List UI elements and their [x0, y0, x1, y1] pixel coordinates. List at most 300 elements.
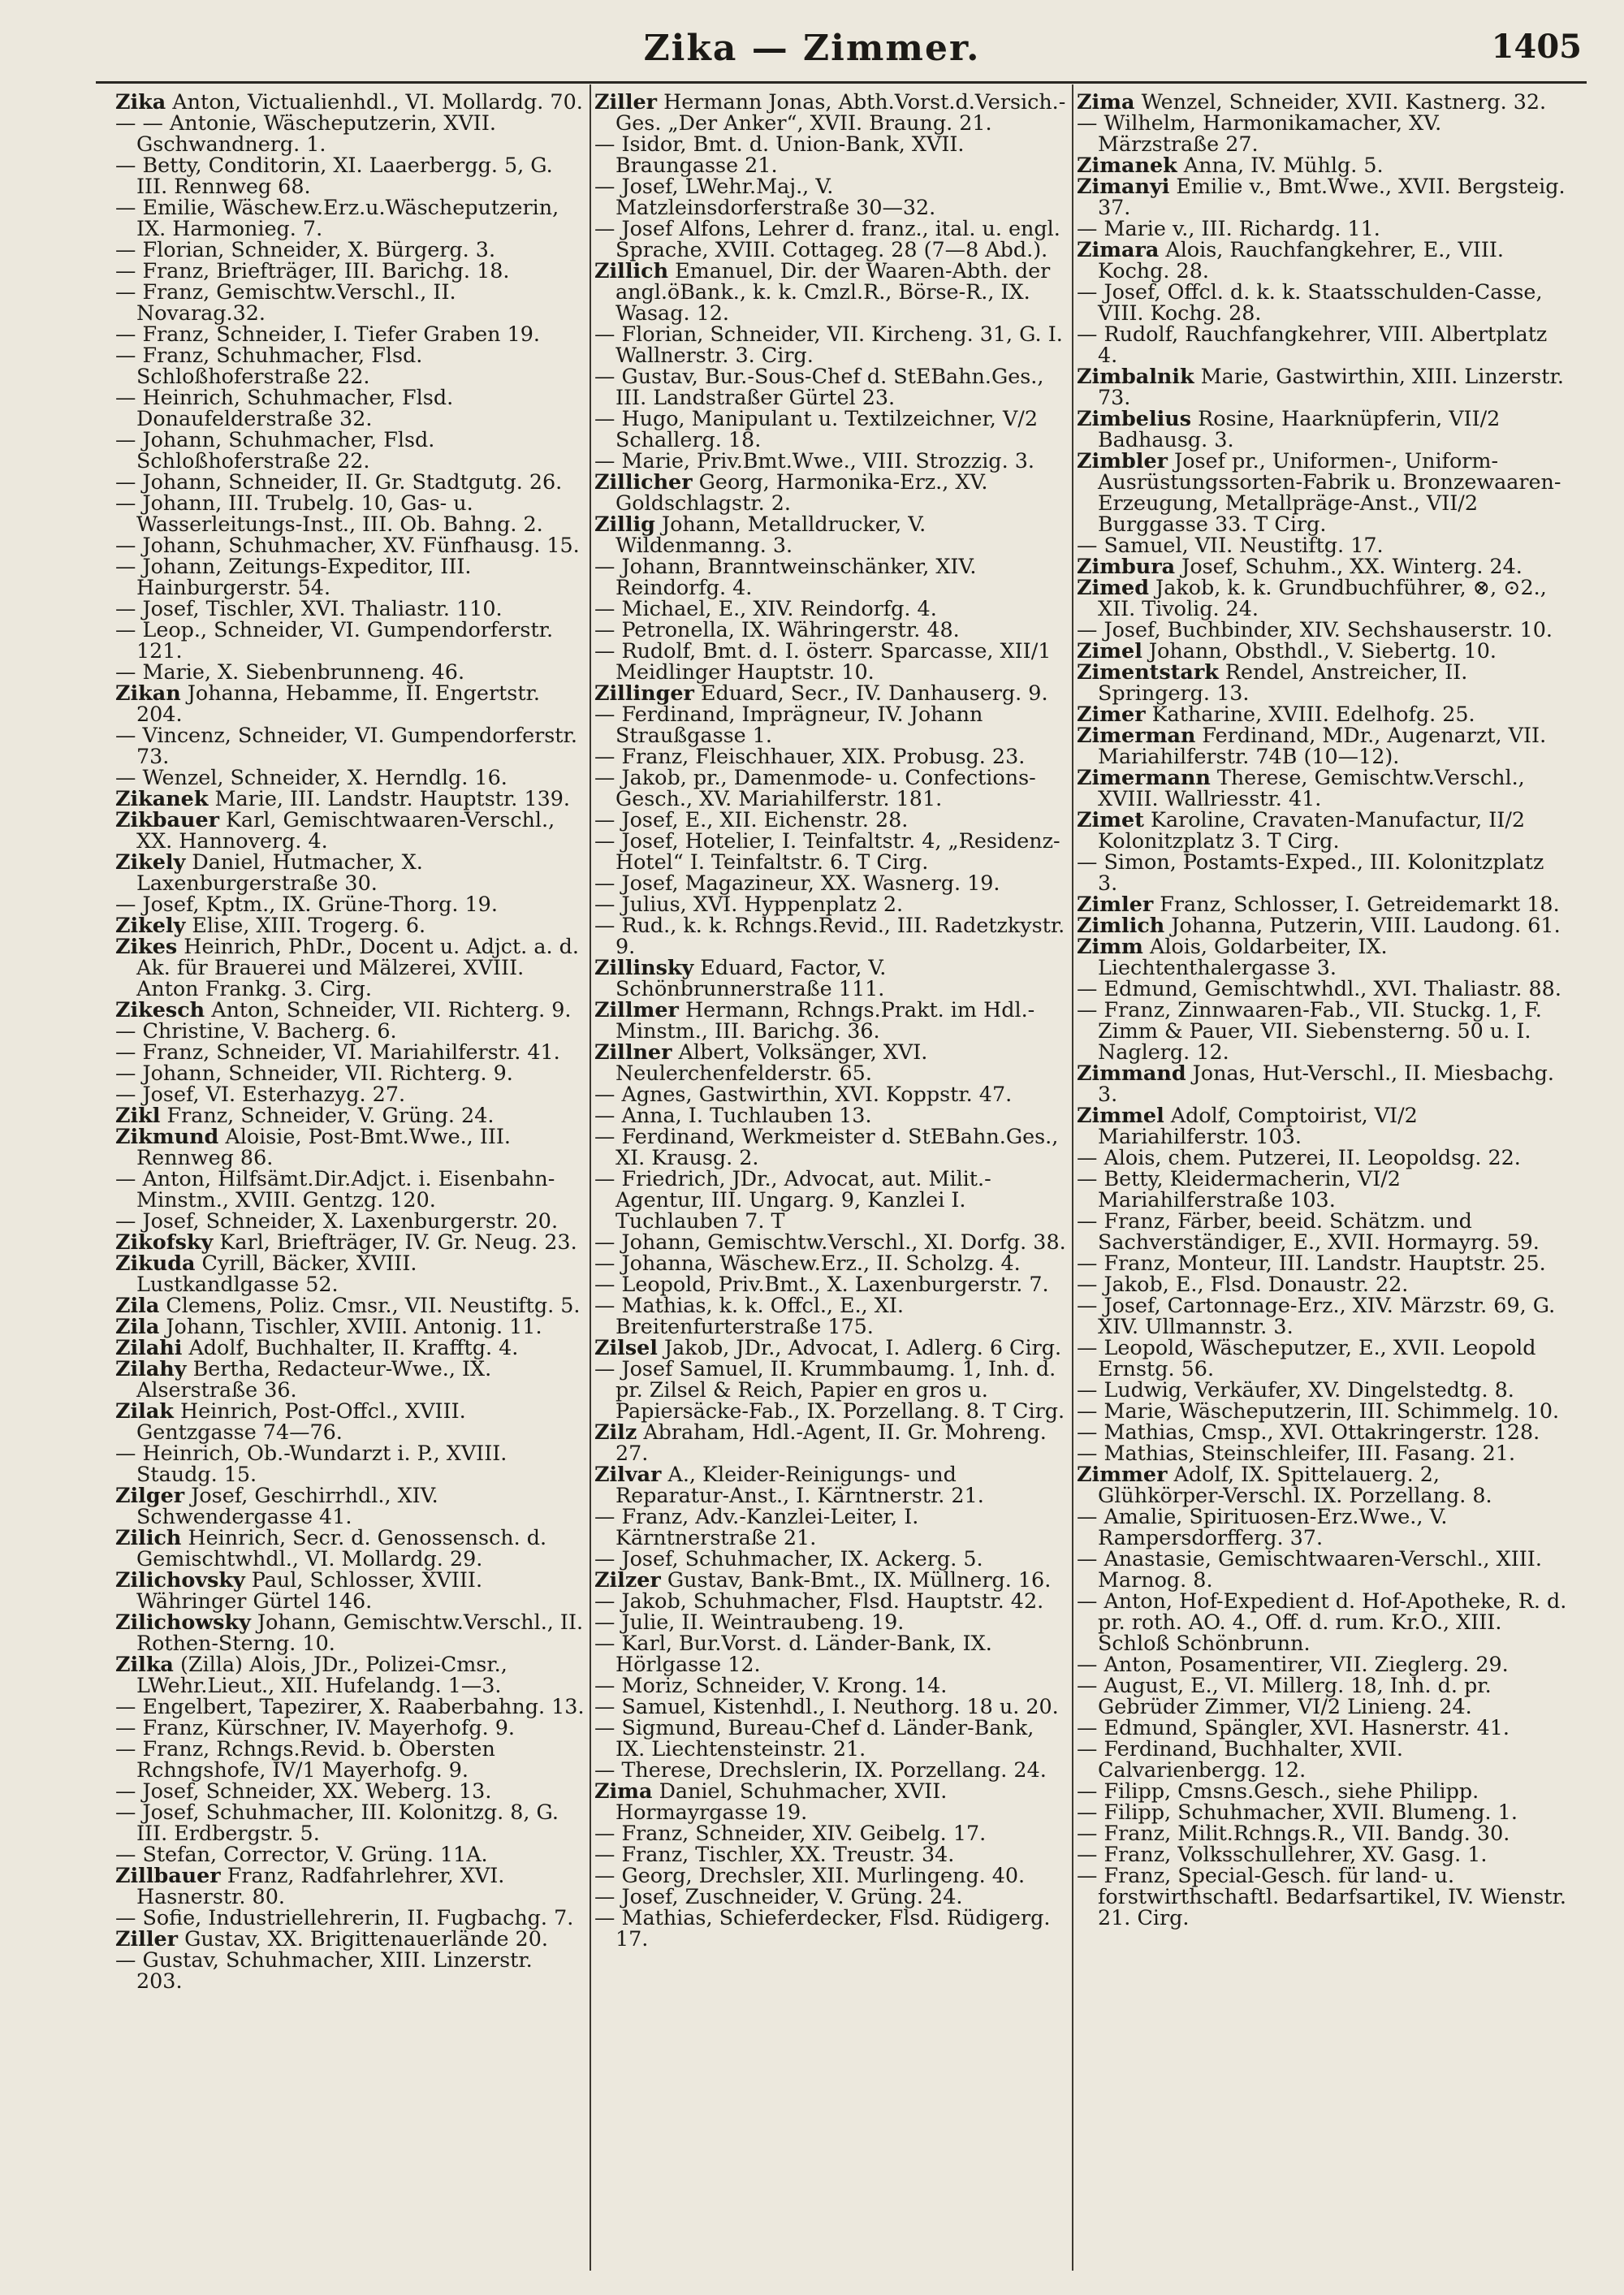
- directory-entry: [115, 661, 585, 682]
- entry-text: Heinrich, PhDr., Docent u. Adjct. a. d. Ak. für Brauerei und Mälzerei, XVIII. Anton Frankg. 3. Cirg.: [136, 934, 579, 1001]
- entry-name: Zimbalnik: [1077, 364, 1194, 388]
- directory-entry: [1077, 112, 1567, 154]
- entry-text: Alois, Rauchfangkehrer, E., VIII. Kochg. 28.: [1098, 237, 1505, 283]
- directory-entry: [115, 851, 585, 893]
- entry-text: Josef, Kptm., IX. Grüne-Thorg. 19.: [136, 892, 498, 916]
- entry-name: —: [594, 596, 615, 620]
- directory-entry: [1077, 1463, 1567, 1506]
- entry-text: Johann, Schuhmacher, XV. Fünfhausg. 15.: [136, 533, 580, 557]
- directory-entry: [594, 1421, 1069, 1463]
- entry-name: Zillinsky: [594, 955, 694, 979]
- directory-entry: [594, 999, 1069, 1041]
- entry-text: Wenzel, Schneider, XVII. Kastnerg. 32.: [1134, 91, 1547, 114]
- entry-name: —: [115, 1905, 136, 1930]
- entry-text: Georg, Drechsler, XII. Murlingeng. 40.: [615, 1863, 1026, 1887]
- entry-name: Zimed: [1077, 575, 1149, 599]
- entry-name: —: [594, 871, 615, 895]
- entry-text: Ferdinand, MDr., Augenarzt, VII. Mariahilferstr. 74B (10—12).: [1098, 723, 1547, 768]
- entry-text: Johann, Gemischtw.Verschl., XI. Dorfg. 38.: [615, 1230, 1066, 1254]
- entry-name: Zimara: [1077, 237, 1160, 261]
- directory-entry: [594, 830, 1069, 872]
- directory-entry: [1077, 936, 1567, 978]
- entry-text: Leop., Schneider, VI. Gumpendorferstr. 121.: [136, 617, 554, 663]
- directory-entry: [1077, 1104, 1567, 1147]
- entry-name: —: [115, 659, 136, 684]
- directory-entry: [1077, 1273, 1567, 1294]
- directory-entry: [1077, 999, 1567, 1062]
- entry-text: Heinrich, Ob.-Wundarzt i. P., XVIII. Staudg. 15.: [136, 1441, 508, 1486]
- entry-text: Leopold, Wäscheputzer, E., XVII. Leopold Ernstg. 56.: [1097, 1335, 1536, 1381]
- directory-entry: [115, 914, 585, 936]
- entry-name: —: [594, 702, 615, 726]
- directory-entry: [115, 1907, 585, 1928]
- directory-entry: [115, 323, 585, 344]
- directory-entry: [115, 1780, 585, 1801]
- entry-name: —: [594, 1546, 615, 1571]
- entry-text: Franz, Milit.Rchngs.R., VII. Bandg. 30.: [1097, 1821, 1510, 1845]
- directory-entry: [115, 1696, 585, 1717]
- directory-entry: [594, 893, 1069, 914]
- entry-text: Isidor, Bmt. d. Union-Bank, XVII. Braungasse 21.: [615, 132, 965, 177]
- entry-text: Betty, Conditorin, XI. Laaerbergg. 5, G. III. Rennweg 68.: [136, 153, 553, 198]
- directory-entry: [115, 1949, 585, 1991]
- entry-text: Mathias, Cmsp., XVI. Ottakringerstr. 128.: [1097, 1420, 1540, 1444]
- entry-name: Zillicher: [594, 469, 693, 494]
- directory-entry: [115, 809, 585, 851]
- entry-name: —: [594, 1842, 615, 1866]
- entry-text: Heinrich, Schuhmacher, Flsd. Donaufelderstraße 32.: [136, 385, 454, 430]
- page-title: Zika — Zimmer.: [643, 28, 981, 69]
- directory-entry: [1077, 703, 1567, 724]
- entry-name: —: [594, 1504, 615, 1528]
- directory-entry: [1077, 1337, 1567, 1379]
- entry-name: Zikesch: [115, 997, 205, 1022]
- entry-text: Ludwig, Verkäufer, XV. Dingelstedtg. 8.: [1097, 1377, 1514, 1402]
- entry-name: Zimermann: [1077, 765, 1211, 789]
- directory-entry: [594, 809, 1069, 830]
- entry-name: —: [115, 1082, 136, 1106]
- directory-entry: [115, 767, 585, 788]
- directory-entry: [594, 1231, 1069, 1252]
- directory-entry: [1077, 851, 1567, 893]
- directory-entry: [594, 1083, 1069, 1104]
- directory-entry: [1077, 281, 1567, 323]
- entry-text: Bertha, Redacteur-Wwe., IX. Alserstraße 36.: [136, 1356, 492, 1402]
- entry-text: Josef, Schneider, XX. Weberg. 13.: [136, 1779, 492, 1803]
- entry-text: Josef, E., XII. Eichenstr. 28.: [615, 807, 909, 832]
- entry-text: Johann, Schneider, II. Gr. Stadtgutg. 26.: [136, 469, 563, 494]
- entry-text: Anton, Schneider, VII. Richterg. 9.: [205, 997, 572, 1022]
- entry-name: Zima: [594, 1779, 653, 1803]
- entry-text: Mathias, Steinschleifer, III. Fasang. 21.: [1097, 1441, 1516, 1465]
- entry-name: —: [115, 596, 136, 620]
- entry-text: Jonas, Hut-Verschl., II. Miesbachg. 3.: [1098, 1061, 1554, 1106]
- directory-entry: [1077, 1653, 1567, 1675]
- entry-name: —: [1077, 1588, 1098, 1613]
- entry-name: Zimanyi: [1077, 174, 1170, 198]
- entry-text: Emilie, Wäschew.Erz.u.Wäscheputzerin, IX. Harmonieg. 7.: [136, 195, 559, 240]
- entry-text: Agnes, Gastwirthin, XVI. Koppstr. 47.: [615, 1082, 1013, 1106]
- entry-name: —: [1077, 1398, 1098, 1423]
- entry-text: Alois, chem. Putzerei, II. Leopoldsg. 22.: [1097, 1145, 1521, 1169]
- directory-entry: [594, 91, 1069, 133]
- directory-entry: [1077, 914, 1567, 936]
- entry-name: —: [594, 807, 615, 832]
- entry-text: Filipp, Schuhmacher, XVII. Blumeng. 1.: [1097, 1800, 1518, 1824]
- entry-text: Josef, Schuhm., XX. Winterg. 24.: [1175, 554, 1522, 578]
- entry-name: Zikmund: [115, 1124, 219, 1148]
- entry-text: Franz, Färber, beeid. Schätzm. und Sachverständiger, E., XVII. Hormayrg. 59.: [1097, 1208, 1540, 1254]
- entry-name: Zikely: [115, 913, 186, 937]
- entry-name: —: [115, 1842, 136, 1866]
- entry-name: Ziller: [594, 91, 658, 114]
- directory-entry: [115, 429, 585, 471]
- directory-entry: [594, 1632, 1069, 1675]
- directory-entry: [594, 323, 1069, 365]
- directory-entry: [115, 344, 585, 387]
- directory-entry: [594, 1759, 1069, 1780]
- entry-name: —: [115, 1039, 136, 1064]
- entry-text: Samuel, Kistenhdl., I. Neuthorg. 18 u. 20.: [615, 1694, 1059, 1718]
- entry-name: Zikely: [115, 849, 186, 874]
- entry-text: Christine, V. Bacherg. 6.: [136, 1018, 397, 1043]
- entry-name: Zimbler: [1077, 448, 1168, 473]
- entry-name: —: [115, 343, 136, 367]
- entry-text: Daniel, Schuhmacher, XVII. Hormayrgasse 19.: [615, 1779, 948, 1824]
- directory-entry: [594, 1252, 1069, 1273]
- entry-text: Edmund, Spängler, XVI. Hasnerstr. 41.: [1097, 1715, 1510, 1740]
- entry-name: —: [594, 1124, 615, 1148]
- directory-entry: [1077, 1294, 1567, 1337]
- directory-entry: [1077, 1168, 1567, 1210]
- directory-entry: [115, 534, 585, 555]
- directory-entry: [594, 872, 1069, 893]
- entry-text: Rendel, Anstreicher, II. Springerg. 13.: [1098, 659, 1468, 705]
- directory-entry: [115, 936, 585, 999]
- entry-name: —: [1077, 322, 1098, 346]
- entry-name: —: [1077, 617, 1098, 642]
- entry-text: Gustav, Bur.-Sous-Chef d. StEBahn.Ges., III. Landstraßer Gürtel 23.: [615, 364, 1044, 409]
- directory-entry: [115, 1611, 585, 1653]
- entry-text: Karl, Briefträger, IV. Gr. Neug. 23.: [213, 1230, 577, 1254]
- directory-entry: [594, 1675, 1069, 1696]
- entry-name: —: [1077, 849, 1098, 874]
- entry-text: (Zilla) Alois, JDr., Polizei-Cmsr., LWehr.Lieut., XII. Hufelandg. 1—3.: [136, 1652, 508, 1697]
- entry-name: —: [115, 1208, 136, 1233]
- directory-entry: [115, 1738, 585, 1780]
- page-number: 1405: [1491, 28, 1582, 66]
- entry-name: —: [1077, 1441, 1098, 1465]
- directory-entry: [115, 1653, 585, 1696]
- entry-text: Jakob, E., Flsd. Donaustr. 22.: [1097, 1272, 1409, 1296]
- entry-name: —: [115, 258, 136, 283]
- entry-text: Eduard, Factor, V. Schönbrunnerstraße 111.: [615, 955, 887, 1001]
- entry-text: Rudolf, Rauchfangkehrer, VIII. Albertplatz 4.: [1097, 322, 1548, 367]
- directory-entry: [1077, 893, 1567, 914]
- entry-text: Gustav, XX. Brigittenauerlände 20.: [178, 1926, 548, 1951]
- entry-text: Franz, Rchngs.Revid. b. Obersten Rchngshofe, IV/1 Mayerhofg. 9.: [136, 1736, 495, 1782]
- directory-entry: [115, 1801, 585, 1843]
- entry-name: Zikuda: [115, 1251, 196, 1275]
- entry-name: Zilichovsky: [115, 1567, 245, 1592]
- entry-name: Zilichowsky: [115, 1610, 251, 1634]
- entry-name: —: [594, 1905, 615, 1930]
- entry-text: Josef pr., Uniformen-, Uniform-Ausrüstungssorten-Fabrik u. Bronzewaaren-Erzeugung, Metallpräge-Anst., VII/2 Burggasse 33. T Cirg.: [1098, 448, 1561, 536]
- directory-entry: [594, 1104, 1069, 1126]
- entry-text: Clemens, Poliz. Cmsr., VII. Neustiftg. 5.: [159, 1293, 581, 1317]
- entry-name: —: [1077, 1800, 1098, 1824]
- directory-entry: [594, 513, 1069, 555]
- directory-entry: [1077, 1506, 1567, 1548]
- directory-entry: [594, 1865, 1069, 1886]
- entry-name: —: [1077, 1145, 1098, 1169]
- directory-entry: [1077, 1548, 1567, 1590]
- directory-entry: [594, 1041, 1069, 1083]
- directory-entry: [594, 914, 1069, 957]
- entry-text: Franz, Adv.-Kanzlei-Leiter, I. Kärntnerstraße 21.: [615, 1504, 919, 1549]
- entry-name: Zimmel: [1077, 1103, 1164, 1127]
- entry-text: Wilhelm, Harmonikamacher, XV. Märzstraße 27.: [1097, 110, 1442, 156]
- directory-entry: [115, 154, 585, 197]
- directory-entry: [1077, 239, 1567, 281]
- entry-text: Franz, Zinnwaaren-Fab., VII. Stuckg. 1, F. Zimm & Pauer, VII. Siebensterng. 50 u. I. Naglerg. 12.: [1097, 997, 1542, 1064]
- entry-name: —: [594, 1884, 615, 1908]
- entry-text: Abraham, Hdl.-Agent, II. Gr. Mohreng. 27.: [615, 1420, 1047, 1465]
- entry-text: Jakob, k. k. Grundbuchführer, ⊗, ⊙2., XII. Tivolig. 24.: [1098, 575, 1547, 620]
- directory-entry: [1077, 1738, 1567, 1780]
- entry-text: Aloisie, Post-Bmt.Wwe., III. Rennweg 86.: [136, 1124, 511, 1169]
- entry-name: —: [1077, 1863, 1098, 1887]
- entry-text: Amalie, Spirituosen-Erz.Wwe., V. Rampersdorfferg. 37.: [1097, 1504, 1448, 1549]
- entry-name: Zimel: [1077, 638, 1142, 663]
- entry-name: —: [115, 892, 136, 916]
- directory-entry: [115, 1062, 585, 1083]
- entry-text: Mathias, Schieferdecker, Flsd. Rüdigerg. 17.: [615, 1905, 1051, 1951]
- directory-entry: [1077, 1400, 1567, 1421]
- entry-name: — —: [115, 110, 163, 135]
- directory-entry: [115, 112, 585, 154]
- entry-name: Zilz: [594, 1420, 637, 1444]
- entry-text: Sigmund, Bureau-Chef d. Länder-Bank, IX. Liechtensteinstr. 21.: [615, 1715, 1034, 1761]
- entry-text: Franz, Tischler, XX. Treustr. 34.: [615, 1842, 955, 1866]
- entry-name: —: [115, 1018, 136, 1043]
- entry-name: —: [1077, 1715, 1098, 1740]
- entry-name: —: [594, 448, 615, 473]
- entry-name: —: [594, 765, 615, 789]
- entry-text: Johann, Schuhmacher, Flsd. Schloßhoferstraße 22.: [136, 427, 435, 473]
- entry-name: —: [594, 1715, 615, 1740]
- directory-entry: [594, 365, 1069, 408]
- entry-text: Johann, Branntweinschänker, XIV. Reindorfg. 4.: [615, 554, 977, 599]
- entry-text: Josef, Hotelier, I. Teinfaltstr. 4, „Residenz-Hotel“ I. Teinfaltstr. 6. T Cirg.: [615, 828, 1060, 874]
- directory-entry: [115, 1337, 585, 1358]
- directory-entry: [1077, 978, 1567, 999]
- directory-entry: [1077, 724, 1567, 767]
- entry-name: —: [594, 1272, 615, 1296]
- entry-name: —: [1077, 1779, 1098, 1803]
- directory-entry: [115, 492, 585, 534]
- entry-text: Katharine, XVIII. Edelhofg. 25.: [1145, 702, 1475, 726]
- entry-name: —: [594, 216, 615, 240]
- directory-entry: [115, 1569, 585, 1611]
- entry-name: —: [1077, 216, 1098, 240]
- directory-entry: [115, 598, 585, 619]
- entry-text: Florian, Schneider, X. Bürgerg. 3.: [136, 237, 496, 261]
- entry-name: —: [594, 1863, 615, 1887]
- entry-name: —: [115, 617, 136, 642]
- entry-text: Josef, Cartonnage-Erz., XIV. Märzstr. 69, G. XIV. Ullmannstr. 3.: [1097, 1293, 1556, 1338]
- entry-name: Zimer: [1077, 702, 1146, 726]
- directory-entry: [115, 1865, 585, 1907]
- entry-name: —: [1077, 279, 1098, 304]
- entry-name: Zimbura: [1077, 554, 1176, 578]
- entry-text: Rud., k. k. Rchngs.Revid., III. Radetzkystr. 9.: [615, 913, 1065, 958]
- directory-entry: [115, 1316, 585, 1337]
- directory-entry: [115, 1843, 585, 1865]
- entry-text: August, E., VI. Millerg. 18, Inh. d. pr. Gebrüder Zimmer, VI/2 Linieng. 24.: [1097, 1673, 1492, 1718]
- entry-text: Leopold, Priv.Bmt., X. Laxenburgerstr. 7.: [615, 1272, 1049, 1296]
- entry-text: Jakob, JDr., Advocat, I. Adlerg. 6 Cirg.: [657, 1335, 1062, 1359]
- entry-text: Anton, Posamentirer, VII. Zieglerg. 29.: [1097, 1652, 1509, 1676]
- entry-text: Marie, Priv.Bmt.Wwe., VIII. Strozzig. 3.: [615, 448, 1034, 473]
- directory-entry: [594, 598, 1069, 619]
- entry-text: Adolf, Buchhalter, II. Krafftg. 4.: [182, 1335, 519, 1359]
- entry-text: Anna, IV. Mühlg. 5.: [1177, 153, 1384, 177]
- entry-text: Johann, Zeitungs-Expeditor, III. Hainburgerstr. 54.: [136, 554, 472, 599]
- entry-text: Florian, Schneider, VII. Kircheng. 31, G. I. Wallnerstr. 3. Cirg.: [615, 322, 1063, 367]
- entry-name: —: [594, 638, 615, 663]
- entry-name: Zimentstark: [1077, 659, 1219, 684]
- entry-text: Franz, Schneider, XIV. Geibelg. 17.: [615, 1821, 987, 1845]
- entry-text: Anton, Hof-Expedient d. Hof-Apotheke, R. d. pr. roth. AO. 4., Off. d. rum. Kr.O., XIII. Schloß Schönbrunn.: [1097, 1588, 1567, 1655]
- directory-entry: [1077, 1147, 1567, 1168]
- directory-entry: [1077, 450, 1567, 534]
- entry-name: —: [594, 1694, 615, 1718]
- directory-entry: [115, 91, 585, 112]
- entry-text: Franz, Schlosser, I. Getreidemarkt 18.: [1153, 892, 1560, 916]
- entry-text: Elise, XIII. Trogerg. 6.: [185, 913, 426, 937]
- entry-text: Alois, Goldarbeiter, IX. Liechtenthalergasse 3.: [1098, 934, 1388, 979]
- entry-name: —: [115, 385, 136, 409]
- entry-name: —: [1077, 1546, 1098, 1571]
- entry-name: Zillig: [594, 512, 655, 536]
- entry-name: —: [594, 174, 615, 198]
- entry-text: Marie, III. Landstr. Hauptstr. 139.: [208, 786, 570, 810]
- entry-name: —: [115, 1800, 136, 1824]
- entry-name: Zilich: [115, 1525, 182, 1549]
- entry-name: —: [1077, 1377, 1098, 1402]
- entry-name: —: [594, 1356, 615, 1381]
- entry-name: —: [1077, 1673, 1098, 1697]
- entry-name: —: [594, 892, 615, 916]
- entry-text: Heinrich, Secr. d. Genossensch. d. Gemischtwhdl., VI. Mollardg. 29.: [136, 1525, 547, 1571]
- entry-text: Franz, Radfahrlehrer, XVI. Hasnerstr. 80.: [136, 1863, 505, 1908]
- directory-entry: [1077, 1210, 1567, 1252]
- entry-name: —: [594, 744, 615, 768]
- entry-name: —: [115, 279, 136, 304]
- entry-name: Zila: [115, 1293, 160, 1317]
- entry-text: Josef, Magazineur, XX. Wasnerg. 19.: [615, 871, 1000, 895]
- directory-entry: [594, 175, 1069, 218]
- directory-entry: [594, 260, 1069, 323]
- entry-name: —: [1077, 997, 1098, 1022]
- entry-text: Emanuel, Dir. der Waaren-Abth. der angl.öBank., k. k. Cmzl.R., Börse-R., IX. Wasag. 12.: [615, 258, 1051, 325]
- entry-name: —: [115, 153, 136, 177]
- entry-text: Anton, Victualienhdl., VI. Mollardg. 70.: [166, 91, 583, 114]
- entry-name: —: [594, 1251, 615, 1275]
- entry-text: Josef, Buchbinder, XIV. Sechshauserstr. 10.: [1097, 617, 1553, 642]
- entry-name: —: [1077, 533, 1098, 557]
- directory-entry: [1077, 1801, 1567, 1822]
- column-1: [115, 91, 585, 2276]
- directory-entry: [1077, 1822, 1567, 1843]
- entry-text: Michael, E., XIV. Reindorfg. 4.: [615, 596, 937, 620]
- entry-name: —: [594, 1588, 615, 1613]
- directory-entry: [115, 1400, 585, 1442]
- entry-text: Josef, Schuhmacher, IX. Ackerg. 5.: [615, 1546, 983, 1571]
- entry-text: Gustav, Schuhmacher, XIII. Linzerstr. 203.: [136, 1947, 533, 1993]
- entry-text: Josef, Schneider, X. Laxenburgerstr. 20.: [136, 1208, 559, 1233]
- entry-text: Jakob, pr., Damenmode- u. Confections-Gesch., XV. Mariahilferstr. 181.: [615, 765, 1036, 810]
- entry-text: Betty, Kleidermacherin, VI/2 Mariahilferstraße 103.: [1097, 1166, 1401, 1212]
- entry-name: Zimlich: [1077, 913, 1165, 937]
- entry-name: —: [594, 554, 615, 578]
- directory-entry: [594, 682, 1069, 703]
- entry-text: Franz, Schneider, VI. Mariahilferstr. 41.: [136, 1039, 560, 1064]
- entry-name: —: [1077, 1335, 1098, 1359]
- entry-name: —: [115, 1779, 136, 1803]
- entry-name: —: [594, 1082, 615, 1106]
- entry-text: Therese, Drechslerin, IX. Porzellang. 24.: [615, 1757, 1047, 1782]
- entry-name: Zikan: [115, 681, 181, 705]
- entry-text: Johanna, Hebamme, II. Engertstr. 204.: [136, 681, 540, 726]
- entry-name: Zillner: [594, 1039, 672, 1064]
- entry-text: Franz, Special-Gesch. für land- u. forstwirthschaftl. Bedarfsartikel, IV. Wienstr. 21. Cirg.: [1097, 1863, 1566, 1930]
- directory-entry: [594, 1337, 1069, 1358]
- entry-text: Hermann, Rchngs.Prakt. im Hdl.-Minstm., III. Barichg. 36.: [615, 997, 1035, 1043]
- directory-entry: [115, 555, 585, 598]
- directory-entry: [594, 1717, 1069, 1759]
- directory-entry: [1077, 1421, 1567, 1442]
- directory-entry: [1077, 534, 1567, 555]
- entry-name: —: [115, 195, 136, 219]
- entry-name: —: [115, 491, 136, 515]
- directory-entry: [594, 640, 1069, 682]
- column-divider-1: [590, 84, 591, 2271]
- directory-entry: [115, 682, 585, 724]
- directory-entry: [115, 1020, 585, 1041]
- entry-text: Rudolf, Bmt. d. I. österr. Sparcasse, XII/1 Meidlinger Hauptstr. 10.: [615, 638, 1052, 684]
- directory-entry: [115, 387, 585, 429]
- entry-text: Cyrill, Bäcker, XVIII. Lustkandlgasse 52.: [136, 1251, 417, 1296]
- directory-entry: [1077, 1252, 1567, 1273]
- directory-entry: [115, 1041, 585, 1062]
- entry-name: Zimmand: [1077, 1061, 1186, 1085]
- entry-name: —: [115, 1694, 136, 1718]
- entry-name: Zilak: [115, 1398, 174, 1423]
- entry-name: Zillich: [594, 258, 669, 283]
- directory-entry: [115, 1928, 585, 1949]
- directory-entry: [594, 703, 1069, 746]
- directory-entry: [1077, 1675, 1567, 1717]
- entry-name: —: [594, 1230, 615, 1254]
- directory-entry: [115, 893, 585, 914]
- entry-name: —: [115, 1736, 136, 1761]
- directory-entry: [115, 1168, 585, 1210]
- entry-text: Anton, Hilfsämt.Dir.Adjct. i. Eisenbahn-Minstm., XVIII. Gentzg. 120.: [136, 1166, 555, 1212]
- directory-entry: [115, 1442, 585, 1485]
- entry-text: Julie, II. Weintraubeng. 19.: [615, 1610, 905, 1634]
